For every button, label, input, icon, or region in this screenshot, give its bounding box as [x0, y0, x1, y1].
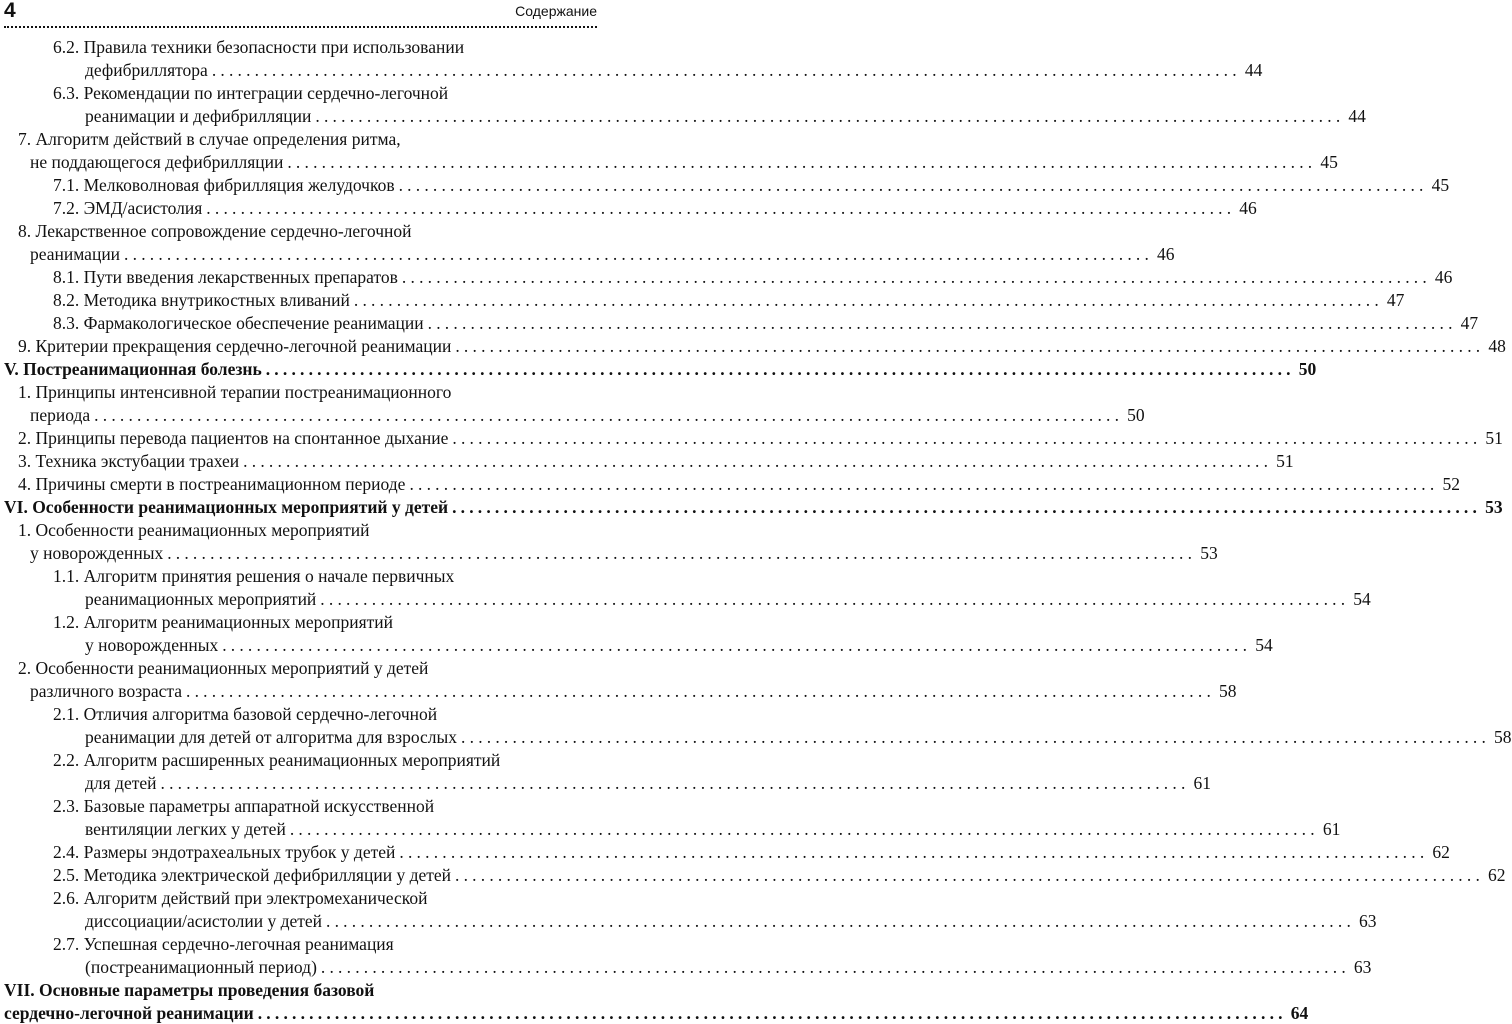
toc-entry-title: (постреанимационный период)	[85, 957, 317, 977]
toc-entry-title: реанимации и дефибрилляции	[85, 106, 312, 126]
toc-page-number: 50	[1127, 405, 1145, 425]
dot-leader: ........................................................................................................................	[320, 957, 1350, 977]
dot-leader: ........................................................................................................................	[409, 474, 1439, 494]
dot-leader: ........................................................................................................................	[452, 497, 1482, 517]
toc-page-number: 54	[1255, 635, 1273, 655]
toc-page-number: 63	[1353, 957, 1372, 977]
dot-leader: ........................................................................................................................	[289, 819, 1319, 839]
dot-leader: ........................................................................................................................	[452, 428, 1482, 448]
toc-page-number: 62	[1488, 865, 1506, 885]
toc-page-number: 47	[1460, 313, 1479, 333]
dot-leader: ........................................................................................................................	[461, 727, 1491, 747]
dot-leader: ........................................................................................................................	[399, 842, 1429, 862]
toc-page-number: 62	[1432, 842, 1450, 862]
dot-leader: ........................................................................................................................	[427, 313, 1457, 333]
toc-entry-title: 7. Алгоритм действий в случае определения ритма,	[18, 129, 401, 149]
toc-entry-title: 4. Причины смерти в постреанимационном периоде	[18, 474, 406, 494]
toc-entry	[18, 450, 1294, 472]
running-section-title: Содержание	[515, 3, 597, 19]
dot-leader: ........................................................................................................................	[398, 175, 1428, 195]
toc-page-number: 53	[1485, 497, 1503, 517]
dot-leader: ........................................................................................................................	[401, 267, 1431, 287]
toc-entry-title: 8.3. Фармакологическое обеспечение реанимации	[53, 313, 424, 333]
dot-leader: ........................................................................................................................	[160, 773, 1190, 793]
toc-page-number: 64	[1290, 1003, 1309, 1023]
toc-entry-title: для детей	[85, 773, 157, 793]
toc-page-number: 52	[1442, 474, 1460, 494]
toc-entry	[30, 404, 1145, 426]
toc-entry	[85, 910, 1377, 932]
toc-entry	[85, 772, 1212, 794]
toc-entry-title: различного возраста	[30, 681, 183, 701]
toc-page-number: 48	[1488, 336, 1506, 356]
toc-entry-title: у новорожденных	[85, 635, 219, 655]
toc-entry	[85, 956, 1372, 978]
toc-page-number: 45	[1431, 175, 1450, 195]
toc-page-number: 46	[1434, 267, 1453, 287]
toc-entry	[85, 818, 1341, 840]
toc-entry	[85, 59, 1263, 81]
toc-page-number: 44	[1348, 106, 1366, 126]
toc-page-number: 63	[1359, 911, 1377, 931]
toc-page-number: 46	[1239, 198, 1257, 218]
toc-entry	[85, 726, 1512, 748]
toc-entry-title: 2.6. Алгоритм действий при электромеханической	[53, 888, 428, 908]
toc-entry-title: реанимации для детей от алгоритма для взрослых	[85, 727, 458, 747]
toc-entry	[18, 473, 1460, 495]
toc-entry-title: 2.7. Успешная сердечно-легочная реанимация	[53, 934, 394, 954]
toc-entry-title: сердечно-легочной реанимации	[4, 1003, 254, 1023]
toc-page-number: 46	[1157, 244, 1175, 264]
toc-entry-title: 2.3. Базовые параметры аппаратной искусственной	[53, 796, 435, 816]
toc-entry	[53, 312, 1479, 334]
dot-leader: ........................................................................................................................	[265, 359, 1295, 379]
toc-page-number: 44	[1244, 60, 1263, 80]
toc-entry-title: 8.1. Пути введения лекарственных препаратов	[53, 267, 398, 287]
dot-leader: ........................................................................................................................	[124, 244, 1154, 264]
toc-page-number: 58	[1494, 727, 1512, 747]
toc-entry-title: 6.2. Правила техники безопасности при использовании	[53, 37, 465, 57]
toc-page-number: 61	[1322, 819, 1341, 839]
toc-entry-title: 2.1. Отличия алгоритма базовой сердечно-легочной	[53, 704, 438, 724]
toc-entry	[18, 427, 1503, 449]
header-dotted-rule	[4, 26, 597, 28]
toc-entry	[53, 174, 1450, 196]
toc-entry-title: 1. Особенности реанимационных мероприятий	[18, 520, 370, 540]
toc-entry-title: реанимационных мероприятий	[85, 589, 317, 609]
dot-leader: ........................................................................................................................	[94, 405, 1124, 425]
toc-page-number: 47	[1386, 290, 1405, 310]
toc-entry-title: у новорожденных	[30, 543, 164, 563]
toc-entry	[18, 335, 1506, 357]
toc-entry-title: 2. Принципы перевода пациентов на спонтанное дыхание	[18, 428, 449, 448]
dot-leader: ........................................................................................................................	[222, 635, 1252, 655]
toc-page-number: 50	[1298, 359, 1317, 379]
toc-entry-title: не поддающегося дефибрилляции	[30, 152, 284, 172]
toc-entry-title: 1.2. Алгоритм реанимационных мероприятий	[53, 612, 393, 632]
toc-entry-title: реанимации	[30, 244, 121, 264]
toc-entry	[4, 358, 1317, 380]
toc-entry-title: 2.2. Алгоритм расширенных реанимационных мероприятий	[53, 750, 501, 770]
toc-entry-title: 2.5. Методика электрической дефибрилляции у детей	[53, 865, 452, 885]
toc-entry-title: вентиляции легких у детей	[85, 819, 286, 839]
dot-leader: ........................................................................................................................	[287, 152, 1317, 172]
toc-entry-title: 8.2. Методика внутрикостных вливаний	[53, 290, 350, 310]
page-header	[0, 0, 601, 22]
toc-entry	[85, 105, 1366, 127]
dot-leader: ........................................................................................................................	[257, 1003, 1287, 1023]
toc-entry	[30, 151, 1338, 173]
dot-leader: ........................................................................................................................	[320, 589, 1350, 609]
toc-entry	[53, 841, 1450, 863]
toc-page-number: 45	[1320, 152, 1338, 172]
toc-entry-title: 3. Техника экстубации трахеи	[18, 451, 240, 471]
toc-entry-title: 9. Критерии прекращения сердечно-легочной реанимации	[18, 336, 452, 356]
toc-entry	[53, 289, 1405, 311]
toc-entry-title: 7.2. ЭМД/асистолия	[53, 198, 203, 218]
toc-entry-title: периода	[30, 405, 91, 425]
toc-entry-title: дефибриллятора	[85, 60, 208, 80]
dot-leader: ........................................................................................................................	[455, 865, 1485, 885]
toc-entry-title: 2. Особенности реанимационных мероприятий у детей	[18, 658, 429, 678]
toc-entry-title: 2.4. Размеры эндотрахеальных трубок у детей	[53, 842, 396, 862]
toc-entry-title: диссоциации/асистолии у детей	[85, 911, 323, 931]
toc-page-number: 54	[1353, 589, 1371, 609]
toc-entry	[53, 864, 1506, 886]
toc-entry	[4, 496, 1503, 518]
toc-page-number: 61	[1193, 773, 1212, 793]
dot-leader: ........................................................................................................................	[353, 290, 1383, 310]
toc-entry-title: 8. Лекарственное сопровождение сердечно-легочной	[18, 221, 412, 241]
toc-page-number: 51	[1485, 428, 1503, 448]
toc-entry	[30, 542, 1218, 564]
toc-entry	[53, 266, 1453, 288]
toc-entry-title: 6.3. Рекомендации по интеграции сердечно-легочной	[53, 83, 449, 103]
page-number: 4	[4, 0, 16, 22]
dot-leader: ........................................................................................................................	[326, 911, 1356, 931]
dot-leader: ........................................................................................................................	[206, 198, 1236, 218]
toc-entry	[30, 243, 1175, 265]
toc-page-number: 53	[1200, 543, 1218, 563]
toc-entry-title: VI. Особенности реанимационных мероприятий у детей	[4, 497, 449, 517]
toc-page-number: 58	[1219, 681, 1237, 701]
dot-leader: ........................................................................................................................	[211, 60, 1241, 80]
dot-leader: ........................................................................................................................	[243, 451, 1273, 471]
toc-entry-title: VII. Основные параметры проведения базовой	[4, 980, 375, 1000]
toc-entry	[30, 680, 1237, 702]
toc-entry-title: 1.1. Алгоритм принятия решения о начале первичных	[53, 566, 455, 586]
toc-entry	[85, 634, 1273, 656]
dot-leader: ........................................................................................................................	[315, 106, 1345, 126]
toc-entry	[4, 1002, 1309, 1024]
dot-leader: ........................................................................................................................	[455, 336, 1485, 356]
toc-entry-title: 7.1. Мелковолновая фибрилляция желудочков	[53, 175, 395, 195]
toc-entry	[53, 197, 1257, 219]
toc-entry-title: 1. Принципы интенсивной терапии постреанимационного	[18, 382, 452, 402]
dot-leader: ........................................................................................................................	[167, 543, 1197, 563]
toc-page-number: 51	[1276, 451, 1294, 471]
dot-leader: ........................................................................................................................	[186, 681, 1216, 701]
toc-entry	[85, 588, 1371, 610]
toc-entry-title: V. Постреанимационная болезнь	[4, 359, 262, 379]
